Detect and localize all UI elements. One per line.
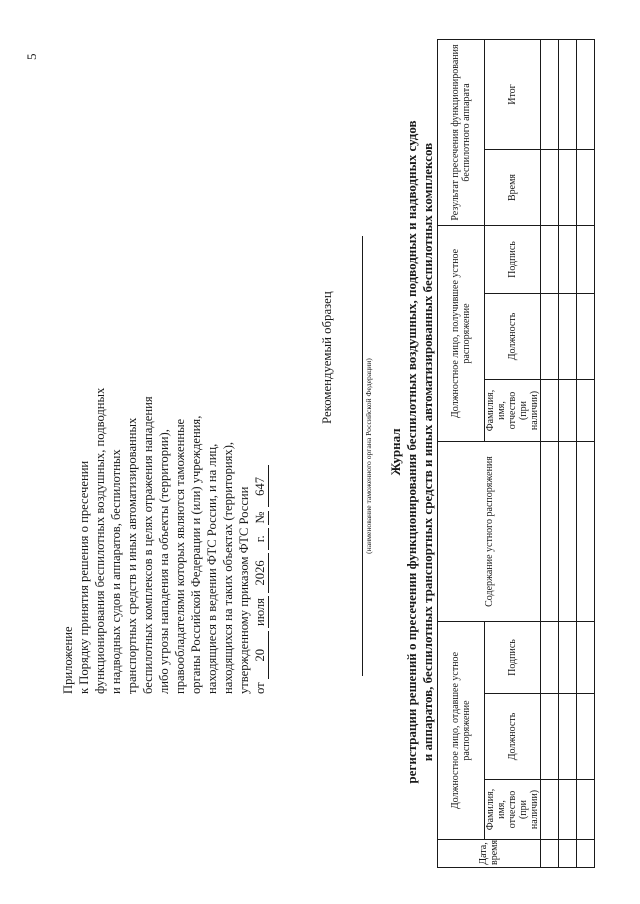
journal-subtitle-2: и аппаратов, беспилотных транспортных средств и иных автоматизированных беспилотных комплексов xyxy=(420,142,435,762)
group-result: Результат пресечения функционирования беспилотного аппарата xyxy=(438,40,485,226)
appendix-line: утвержденному приказом ФТС России xyxy=(237,486,251,694)
journal-subtitle-1: регистрации решений о пресечении функционирования беспилотных воздушных, подводных и надводных судов xyxy=(404,120,419,784)
appendix-line: либо угрозы нападения на объекты (территории), xyxy=(157,429,171,694)
appendix-line: транспортных средств и иных автоматизированных xyxy=(125,417,139,694)
col-issuer-position: Должность xyxy=(485,694,541,780)
table-row xyxy=(559,40,577,868)
page-number: 5 xyxy=(24,53,39,60)
col-result-time: Время xyxy=(485,150,541,226)
date-suffix: г. xyxy=(252,528,269,550)
journal-title: Журнал xyxy=(388,428,403,476)
date-year: 2026 xyxy=(252,553,269,593)
date-prefix: от xyxy=(253,682,267,694)
appendix-line: органы Российской Федерации и (или) учреждения, xyxy=(189,415,203,694)
order-number: 647 xyxy=(252,465,269,507)
group-issuer: Должностное лицо, отдавшее устное распоряжение xyxy=(438,622,485,840)
col-receiver-signature: Подпись xyxy=(485,226,541,294)
appendix-date-line xyxy=(252,434,269,694)
number-sign: № xyxy=(253,511,267,524)
col-date: Дата, время xyxy=(438,840,541,868)
col-receiver-position: Должность xyxy=(485,294,541,380)
table-row xyxy=(541,40,559,868)
appendix-line: к Порядку принятия решения о пресечении xyxy=(77,460,91,694)
authority-caption: (наименование таможенного органа Российской Федерации) xyxy=(362,236,373,676)
journal-title-block xyxy=(388,60,436,844)
appendix-line: правообладателями которых являются таможенные xyxy=(173,418,187,694)
col-issuer-signature: Подпись xyxy=(485,622,541,694)
col-result-outcome: Итог xyxy=(485,40,541,150)
appendix-line: и надводных судов и аппаратов, беспилотных xyxy=(109,449,123,694)
appendix-line: находящихся на таких объектах (территориях), xyxy=(221,441,235,694)
col-issuer-name: Фамилия, имя, отчество (при наличии) xyxy=(485,780,541,840)
table-row xyxy=(577,40,595,868)
appendix-block xyxy=(60,387,269,694)
sample-mark: Рекомендуемый образец xyxy=(320,291,334,424)
date-month: июля xyxy=(252,596,269,628)
appendix-heading: Приложение xyxy=(61,626,75,694)
col-content: Содержание устного распоряжения xyxy=(438,442,541,622)
group-receiver: Должностное лицо, получившее устное распоряжение xyxy=(438,226,485,442)
appendix-line: функционирования беспилотных воздушных, подводных xyxy=(93,387,107,694)
appendix-line: находящиеся в ведении ФТС России, и на лиц, xyxy=(205,443,219,694)
date-day: 20 xyxy=(252,631,269,679)
appendix-line: беспилотных комплексов в целях отражения нападения xyxy=(141,396,155,694)
col-receiver-name: Фамилия, имя, отчество (при наличии) xyxy=(485,380,541,442)
journal-table xyxy=(437,39,595,868)
